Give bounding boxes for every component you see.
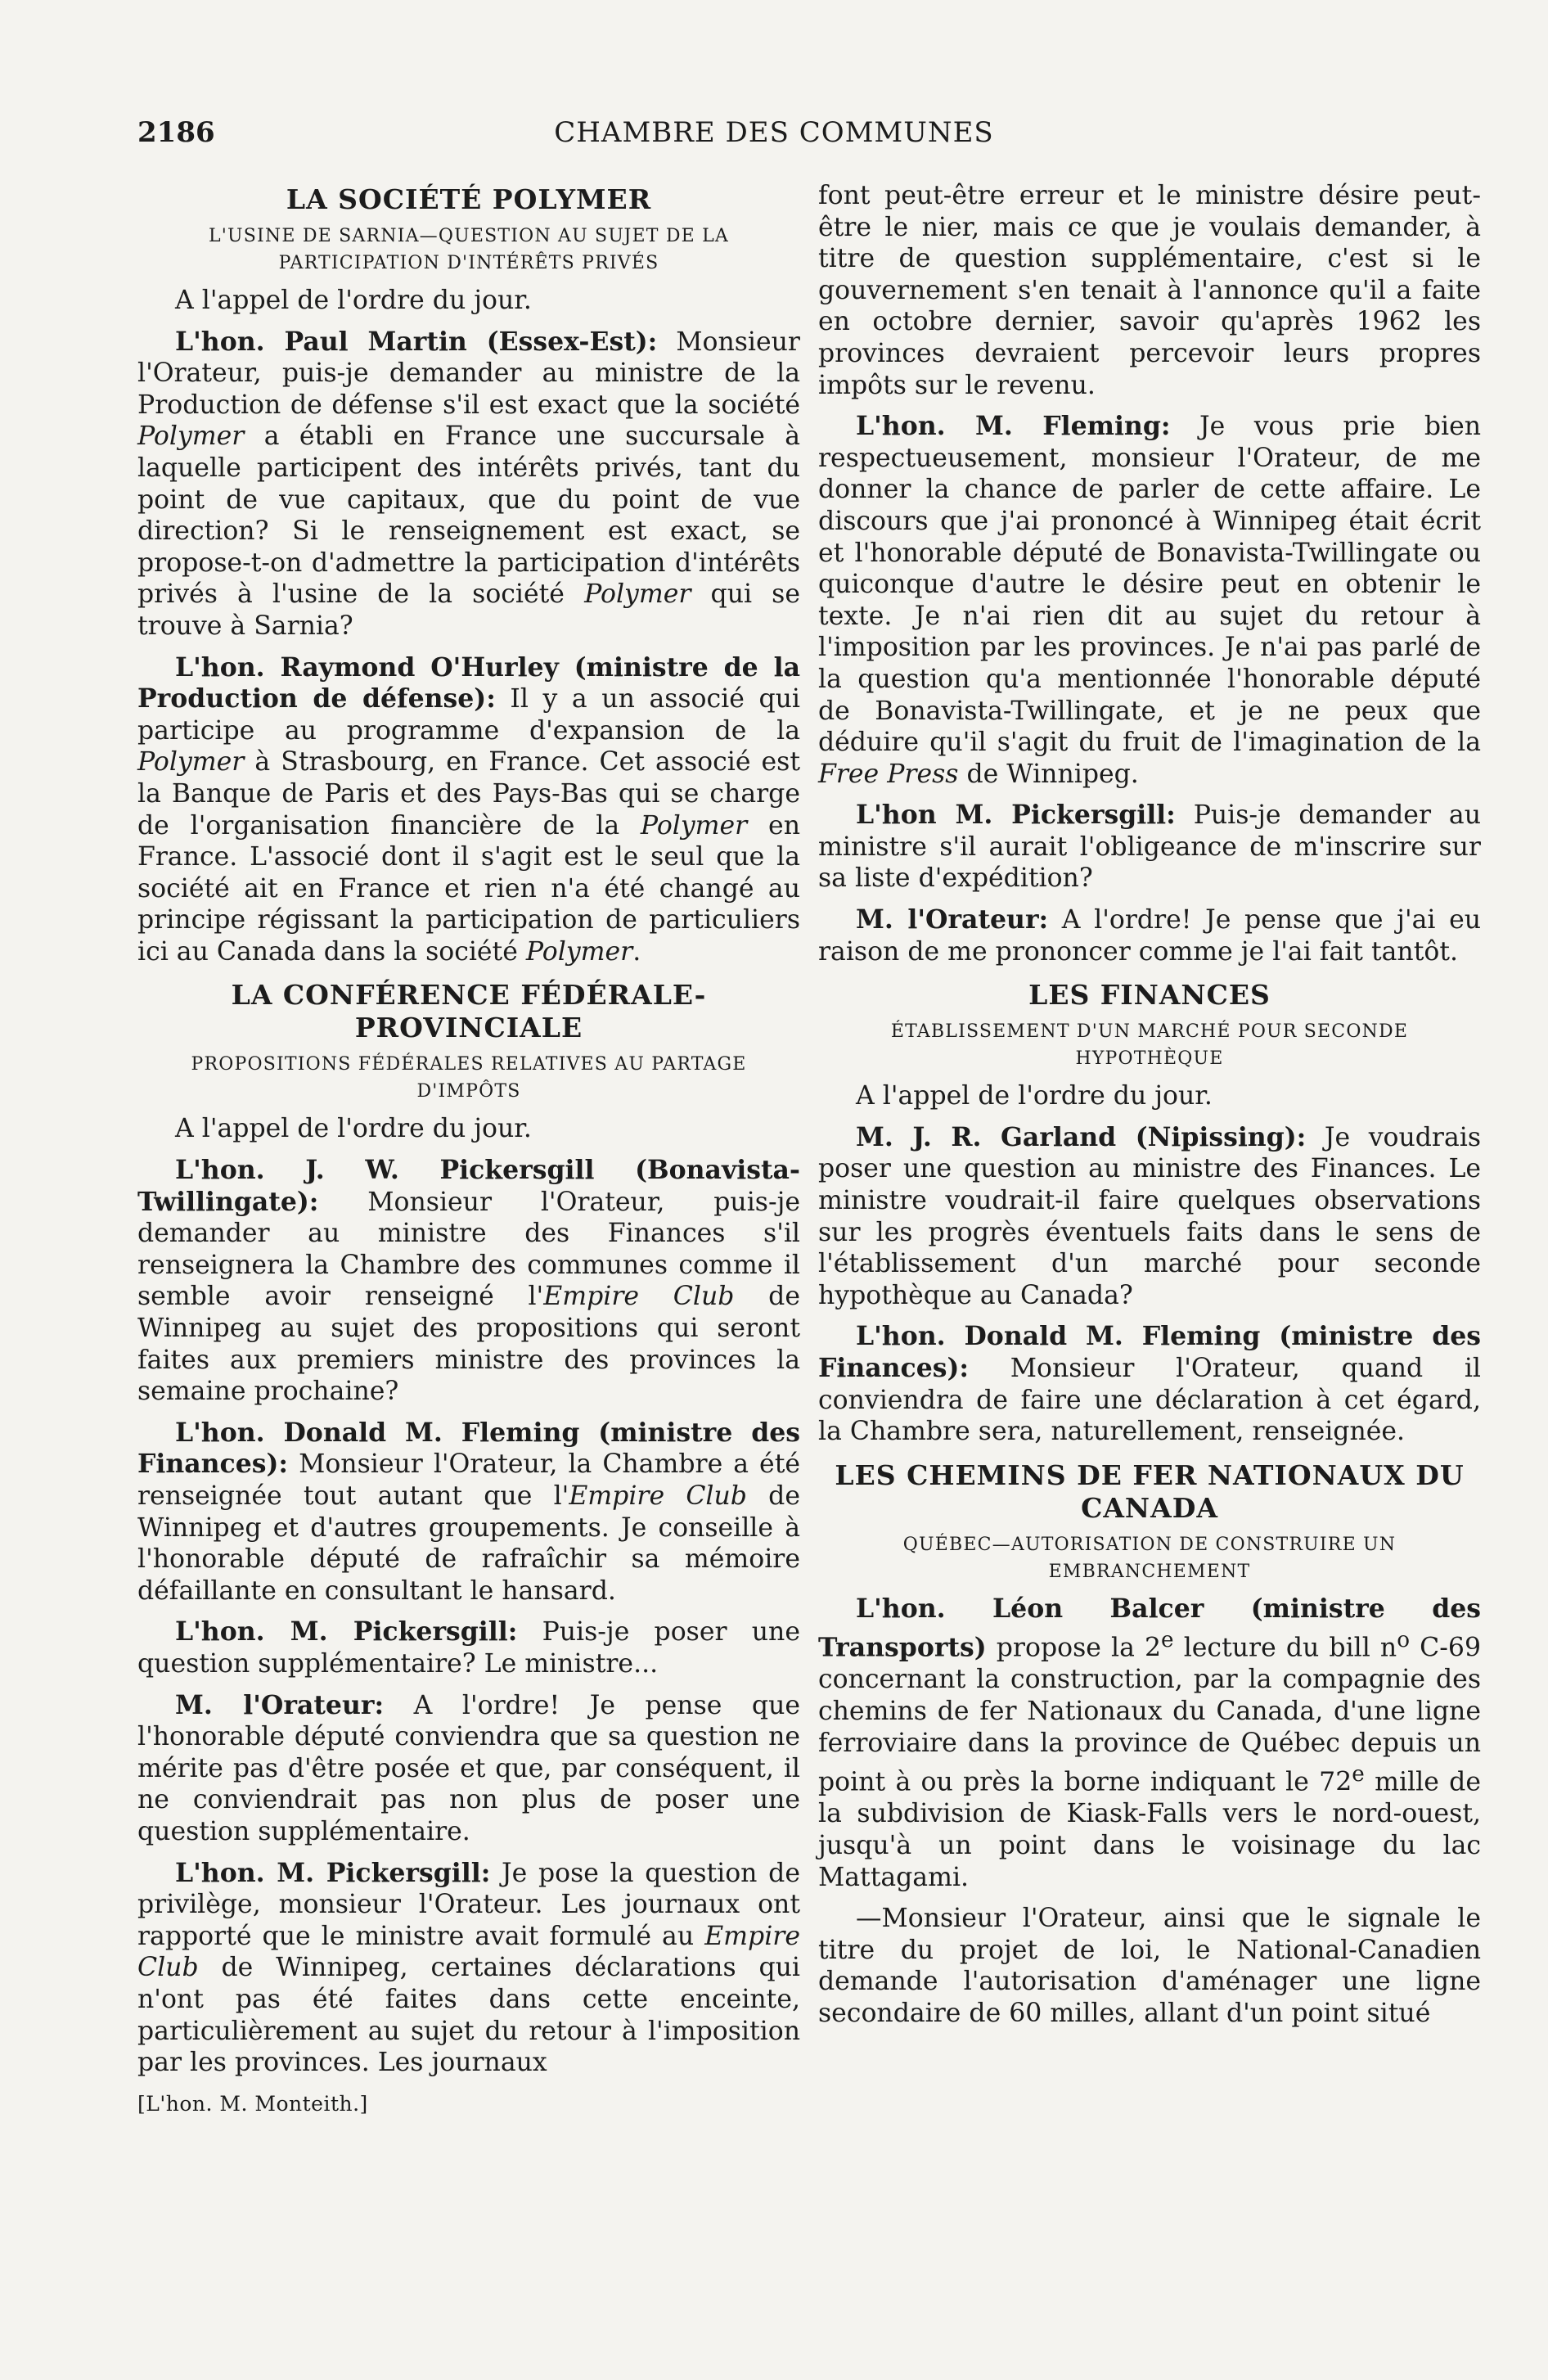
speech-text: Puis-je poser une question supplémentaire? Le ministre... — [137, 1617, 800, 1679]
paragraph-fleming-2 — [818, 411, 1481, 790]
speaker-name: L'hon. M. Fleming: — [856, 411, 1171, 442]
paragraph-order-of-day: A l'appel de l'ordre du jour. — [856, 1081, 1213, 1111]
paragraph-ohurley — [137, 652, 800, 968]
speech-text: qui se trouve à Sarnia? — [137, 579, 800, 641]
speech-text: lecture du bill n — [1173, 1633, 1397, 1663]
speech-text: . — [632, 936, 641, 967]
italic-term: Empire Club — [137, 1921, 800, 1983]
paragraph-pickersgill-4 — [818, 800, 1481, 895]
speech-text: Je vous prie bien respectueusement, monsieur l'Orateur, de me donner la chance de parler de cette affaire. Le discours que j'ai prononcé à Winnipeg était écrit et l'honorable député de Bonavista-Twillingate ou quiconque d'autre le désire peut en obtenir le texte. Je n'ai rien dit au sujet du retour à l'imposition par les provinces. Je n'ai pas parlé de la question qu'a mentionnée l'honorable député de Bonavista-Twillingate, et je ne peux que déduire qu'il s'agit du fruit de l'imagination de la — [818, 412, 1481, 758]
speech-text: de Winnipeg au sujet des propositions qui seront faites aux premiers ministre des provinces la semaine prochaine? — [137, 1282, 800, 1407]
speech-text: Monsieur l'Orateur, la Chambre a été renseignée tout autant que l' — [137, 1449, 800, 1511]
paragraph-order-of-day: A l'appel de l'ordre du jour. — [175, 1114, 532, 1144]
superscript: o — [1397, 1628, 1411, 1653]
speech-text: A l'ordre! Je pense que j'ai eu raison de me prononcer comme je l'ai fait tantôt. — [818, 905, 1482, 967]
speech-text: C-69 concernant la construction, par la compagnie des chemins de fer Nationaux du Canada, d'une ligne ferroviaire dans la province de Québec depuis un point à ou près la borne indiquant le 72 — [818, 1633, 1482, 1797]
paragraph-balcer — [818, 1593, 1481, 1893]
speaker-name: L'hon. M. Pickersgill: — [175, 1616, 518, 1648]
speech-text: propose la 2 — [986, 1633, 1162, 1663]
italic-term: Polymer — [525, 936, 633, 967]
speaker-name: L'hon. Léon Balcer (ministre des Transports) — [818, 1593, 1481, 1663]
paragraph-pickersgill-1 — [137, 1155, 800, 1408]
speaker-name: L'hon. Paul Martin (Essex-Est): — [175, 326, 658, 357]
italic-term: Free Press — [818, 759, 959, 789]
speech-text: Il y a un associé qui participe au programme d'expansion de la — [137, 684, 800, 746]
speaker-name: L'hon. Donald M. Fleming (ministre des Finances): — [137, 1417, 800, 1480]
section-title-finances: LES FINANCES — [1028, 979, 1271, 1012]
paragraph-pickersgill-3 — [137, 1858, 800, 2079]
speech-text: en France. L'associé dont il s'agit est le seul que la société ait en France et rien n'a été changé au principe régissant la participation de particuliers ici au Canada dans la société — [137, 810, 800, 967]
subheading-sarnia: L'USINE DE SARNIA—QUESTION AU SUJET DE LA PARTICIPATION D'INTÉRÊTS PRIVÉS — [208, 226, 730, 273]
speaker-name: L'hon. J. W. Pickersgill (Bonavista-Twillingate): — [137, 1155, 800, 1217]
paragraph-balcer-cont: —Monsieur l'Orateur, ainsi que le signale le titre du projet de loi, le National-Canadien demande l'autorisation d'aménager une ligne secondaire de 60 milles, allant d'un point situé — [818, 1904, 1481, 2028]
speech-text: de Winnipeg et d'autres groupements. Je conseille à l'honorable député de rafraîchir sa mémoire défaillante en consultant le hansard. — [137, 1481, 800, 1606]
speaker-name: M. l'Orateur: — [856, 904, 1049, 935]
italic-term: Empire Club — [569, 1481, 747, 1511]
speech-text: Monsieur l'Orateur, puis-je demander au ministre de la Production de défense s'il est exact que la société — [137, 327, 800, 420]
speaker-name: M. J. R. Garland (Nipissing): — [856, 1121, 1307, 1152]
section-title-conference: LA CONFÉRENCE FÉDÉRALE-PROVINCIALE — [231, 979, 707, 1044]
speech-text: Puis-je demander au ministre s'il aurait l'obligeance de m'inscrire sur sa liste d'expédition? — [818, 800, 1481, 894]
paragraph-speaker-2 — [818, 904, 1481, 967]
italic-term: Polymer — [137, 747, 245, 778]
speech-text: a établi en France une succursale à laquelle participent des intérêts privés, tant du point de vue capitaux, que du point de vue direction? Si le renseignement est exact, se propose-t-on d'admettre la participation d'intérêts privés à l'usine de la société — [137, 421, 800, 610]
italic-term: Polymer — [640, 810, 748, 841]
paragraph-continuation: font peut-être erreur et le ministre désire peut-être le nier, mais ce que je voulais demander, à titre de question supplémentaire, c'est si le gouvernement s'en tenait à l'annonce qu'il a faite en octobre dernier, savoir qu'après 1962 les provinces devraient percevoir leurs propres impôts sur le revenu. — [818, 181, 1481, 400]
paragraph-speaker-1 — [137, 1690, 800, 1848]
footer-note: [L'hon. M. Monteith.] — [137, 2091, 368, 2116]
speech-text: Je voudrais poser une question au ministre des Finances. Le ministre voudrait-il faire quelques observations sur les progrès éventuels faits dans le sens de l'établissement d'un marché pour seconde hypothèque au Canada? — [818, 1122, 1481, 1310]
paragraph-pickersgill-2 — [137, 1616, 800, 1679]
italic-term: Empire Club — [543, 1282, 735, 1312]
paragraph-order-of-day: A l'appel de l'ordre du jour. — [175, 286, 532, 315]
paragraph-fleming-1 — [137, 1418, 800, 1607]
page-number: 2186 — [137, 116, 215, 149]
section-title-polymer: LA SOCIÉTÉ POLYMER — [286, 183, 652, 215]
speech-text: Monsieur l'Orateur, quand il conviendra de faire une déclaration à cet égard, la Chambre sera, naturellement, renseignée. — [818, 1354, 1481, 1447]
speech-text: A l'ordre! Je pense que l'honorable député conviendra que sa question ne mérite pas d'être posée et que, par conséquent, il ne conviendrait pas non plus de poser une question supplémentaire. — [137, 1690, 801, 1846]
subheading-mortgage-market: ÉTABLISSEMENT D'UN MARCHÉ POUR SECONDE HYPOTHÈQUE — [890, 1021, 1409, 1070]
superscript: e — [1161, 1628, 1174, 1653]
italic-term: Polymer — [137, 421, 245, 452]
paragraph-martin — [137, 327, 800, 642]
subheading-tax-sharing: PROPOSITIONS FÉDÉRALES RELATIVES AU PARTAGE D'IMPÔTS — [191, 1054, 747, 1102]
section-title-railways: LES CHEMINS DE FER NATIONAUX DU CANADA — [835, 1458, 1465, 1524]
right-column — [818, 180, 1481, 2040]
left-column — [137, 180, 800, 2120]
speaker-name: L'hon M. Pickersgill: — [856, 800, 1176, 831]
running-head: CHAMBRE DES COMMUNES — [554, 116, 994, 149]
speech-text: Je pose la question de privilège, monsieur l'Orateur. Les journaux ont rapporté que le ministre avait formulé au — [137, 1858, 800, 1951]
speech-text: mille de la subdivision de Kiask-Falls vers le nord-ouest, jusqu'à un point dans le voisinage du lac Mattagami. — [818, 1767, 1481, 1892]
speaker-name: L'hon. M. Pickersgill: — [175, 1857, 491, 1888]
speech-text: Monsieur l'Orateur, puis-je demander au ministre des Finances s'il renseignera la Chambre des communes comme il semble avoir renseigné l' — [137, 1187, 800, 1312]
italic-term: Polymer — [584, 579, 691, 610]
speaker-name: L'hon. Raymond O'Hurley (ministre de la Production de défense): — [137, 651, 800, 714]
paragraph-garland — [818, 1122, 1481, 1312]
speaker-name: L'hon. Donald M. Fleming (ministre des Finances): — [818, 1321, 1481, 1383]
superscript: e — [1352, 1762, 1365, 1787]
speech-text: de Winnipeg, certaines déclarations qui n'ont pas été faites dans cette enceinte, particulièrement au sujet du retour à l'imposition par les provinces. Les journaux — [137, 1953, 800, 2078]
speech-text: à Strasbourg, en France. Cet associé est la Banque de Paris et des Pays-Bas qui se charge de l'organisation financière de la — [137, 747, 800, 841]
speech-text: de Winnipeg. — [958, 759, 1139, 789]
speaker-name: M. l'Orateur: — [175, 1689, 385, 1720]
subheading-branch-line: QUÉBEC—AUTORISATION DE CONSTRUIRE UN EMBRANCHEMENT — [902, 1534, 1397, 1582]
paragraph-fleming-3 — [818, 1321, 1481, 1447]
